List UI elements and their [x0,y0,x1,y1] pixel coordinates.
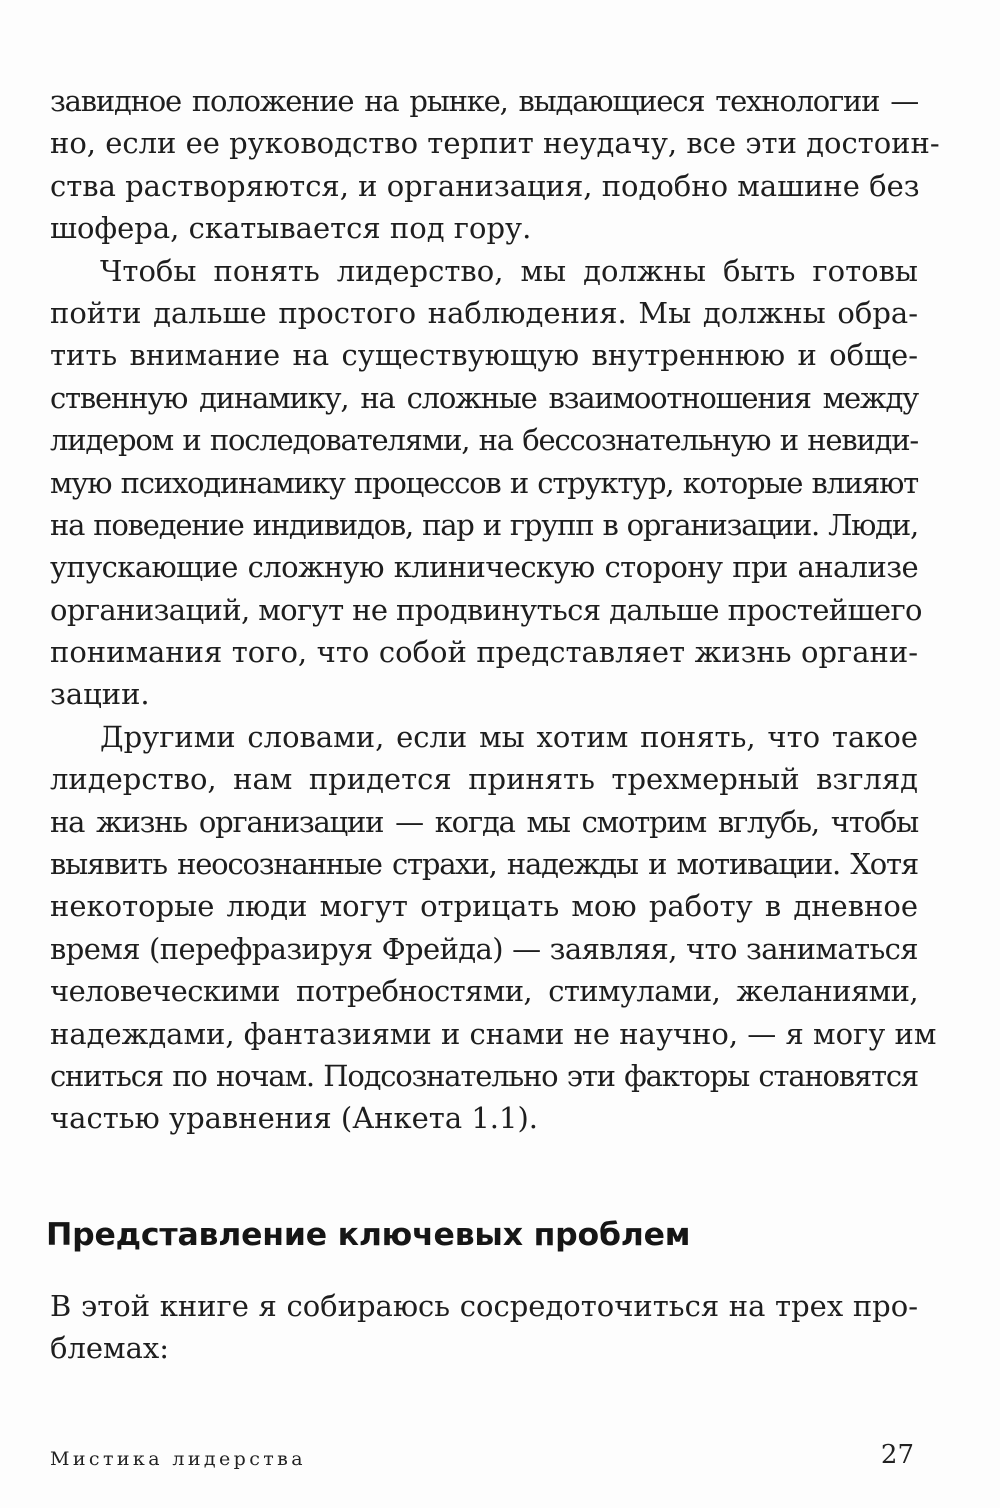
text-line: ственную динамику, на сложные взаимоотношения между [50,380,918,415]
text-line: блемах: [50,1331,170,1366]
text-line: мую психодинамику процессов и структур, которые влияют [50,465,918,500]
text-line: Чтобы понять лидерство, мы должны быть готовы [100,253,918,288]
text-line: шофера, скатывается под гору. [50,211,532,246]
text-line: ства растворяются, и организация, подобно машине без [50,168,920,203]
text-line: Другими словами, если мы хотим понять, что такое [100,719,918,754]
text-line: время (перефразируя Фрейда) — заявляя, что заниматься [50,931,918,966]
text-line: сниться по ночам. Подсознательно эти факторы становятся [50,1058,918,1093]
body-text [50,80,940,1140]
page-number: 27 [880,1440,914,1470]
text-line: завидное положение на рынке, выдающиеся технологии — [50,84,918,118]
text-line: некоторые люди могут отрицать мою работу в дневное [50,889,918,924]
text-line: тить внимание на существующую внутреннюю и обще- [50,338,918,373]
intro-paragraph [50,1285,918,1370]
text-line: но, если ее руководство терпит неудачу, все эти достоин- [50,126,940,161]
text-line: человеческими потребностями, стимулами, желаниями, [50,974,918,1009]
section-heading: Представление ключевых проблем [46,1217,691,1253]
text-line: лидерство, нам придется принять трехмерный взгляд [50,762,918,797]
text-line: пойти дальше простого наблюдения. Мы должны обра- [50,295,918,330]
text-line: на жизнь организации — когда мы смотрим вглубь, чтобы [50,804,918,839]
text-line: зации. [50,677,150,712]
text-line: надеждами, фантазиями и снами не научно, — я могу им [50,1016,937,1051]
text-line: лидером и последователями, на бессознательную и невиди- [50,423,918,458]
text-line: упускающие сложную клиническую сторону при анализе [50,550,918,585]
text-line: В этой книге я собираюсь сосредоточиться на трех про- [50,1289,918,1323]
text-line: выявить неосознанные страхи, надежды и мотивации. Хотя [50,847,918,882]
text-line: на поведение индивидов, пар и групп в организации. Люди, [50,507,918,542]
text-line: понимания того, что собой представляет жизнь органи- [50,635,918,670]
text-line: организаций, могут не продвинуться дальше простейшего [50,592,922,627]
running-footer-title: Мистика лидерства [50,1448,306,1470]
text-line: частью уравнения (Анкета 1.1). [50,1101,539,1136]
